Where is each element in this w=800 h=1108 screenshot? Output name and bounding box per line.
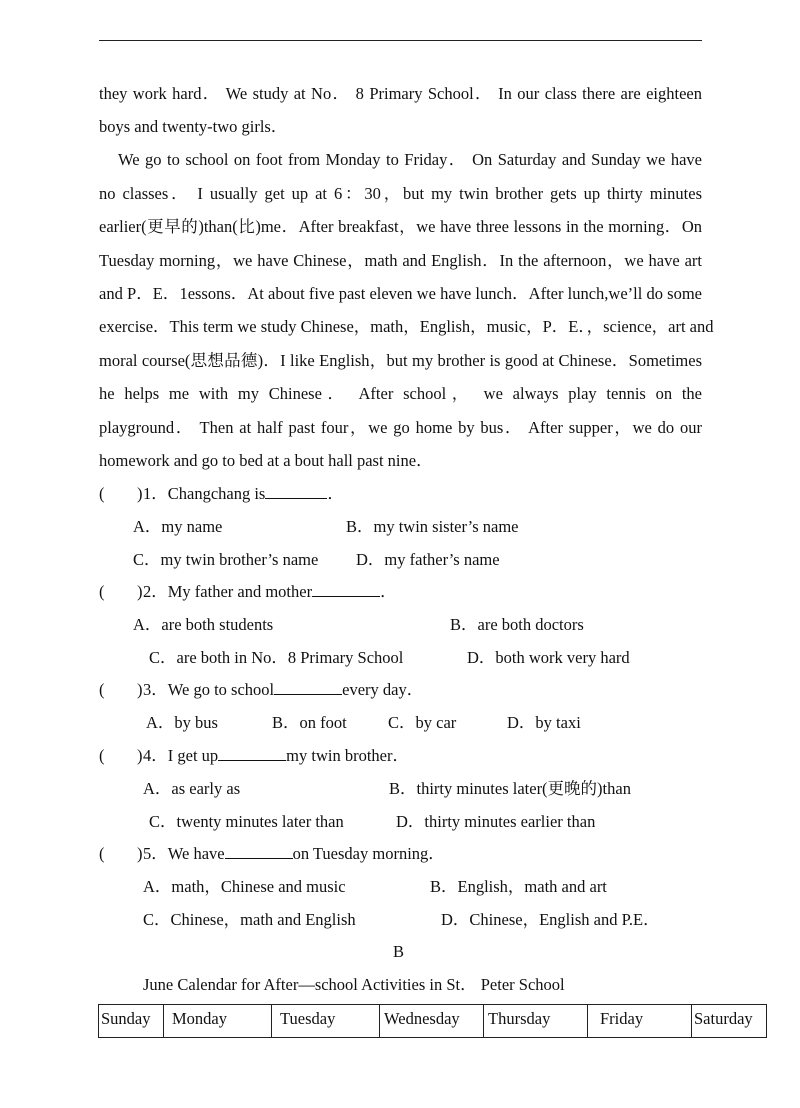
passage-line: exercise．This term we study Chinese，math，English，music，P．E．，science，art and [99,317,714,336]
stem-text: We have [167,844,225,863]
answer-blank [265,484,327,499]
passage-line: homework and go to bed at a bout hall past nine． [99,451,433,470]
question-number: 1． [143,484,168,503]
option-c: C．Chinese，math and English [143,910,356,929]
answer-blank [218,746,286,761]
option-b: B．English，math and art [430,877,607,896]
option-a: A．my name [133,517,223,536]
question-stem [143,679,423,701]
answer-blank [225,844,293,859]
passage-line: they work hard． We study at No． 8 Primary School． In our class there are eighteen [99,84,702,103]
answer-paren-open: ( [99,844,105,863]
question-number: 4． [143,746,168,765]
option-d: D．thirty minutes earlier than [396,812,596,831]
calendar-header-row [99,1005,767,1038]
passage-line: no classes． I usually get up at 6：30，but my twin brother gets up thirty minutes [99,184,702,203]
option-d: D．my father’s name [356,550,500,569]
stem-text: My father and mother [167,582,313,601]
calendar-header-cell: Thursday [484,1005,588,1038]
passage-line: boys and twenty-two girls． [99,117,288,136]
stem-text-after: my twin brother． [286,746,409,765]
option-a: A．math，Chinese and music [143,877,346,896]
passage-line: Tuesday morning，we have Chinese，math and English．In the afternoon，we have art [99,251,702,270]
section-letter: B [393,942,405,961]
calendar-header-cell: Tuesday [272,1005,380,1038]
answer-paren-close: ) [137,746,143,765]
question-number: 5． [143,844,168,863]
option-c: C．twenty minutes later than [149,812,344,831]
option-d: D．Chinese，English and P.E． [441,910,660,929]
passage-line: and P．E．1essons．At about five past eleven we have lunch．After lunch,we’ll do some [99,284,702,303]
question-stem [143,843,445,865]
stem-text-after: ． [380,582,397,601]
passage-line: playground． Then at half past four，we go home by bus． After supper，we do our [99,418,702,437]
question-stem [143,581,397,603]
stem-text: We go to school [167,680,275,699]
option-d: D．by taxi [507,713,581,732]
passage-line: earlier(更早的)than(比)me．After breakfast，we have three lessons in the morning．On [99,217,702,236]
option-b: B．my twin sister’s name [346,517,519,536]
option-b: B．on foot [272,713,347,732]
calendar-header-cell: Saturday [692,1005,767,1038]
answer-paren-close: ) [137,582,143,601]
calendar-table [98,1004,767,1038]
question-stem [143,483,344,505]
stem-text: Changchang is [167,484,266,503]
option-d: D．both work very hard [467,648,630,667]
answer-blank [274,680,342,695]
answer-paren-open: ( [99,582,105,601]
calendar-header-cell: Monday [164,1005,272,1038]
calendar-header-cell: Friday [588,1005,692,1038]
option-c: C．my twin brother’s name [133,550,319,569]
answer-paren-close: ) [137,844,143,863]
answer-paren-close: ) [137,680,143,699]
question-stem [143,745,409,767]
calendar-header-cell: Wednesday [380,1005,484,1038]
answer-paren-close: ) [137,484,143,503]
stem-text: I get up [167,746,219,765]
question-number: 3． [143,680,168,699]
option-b: B．thirty minutes later(更晚的)than [389,779,631,798]
header-rule [99,40,702,41]
section-title: June Calendar for After—school Activities in St． Peter School [143,975,565,994]
question-number: 2． [143,582,168,601]
passage-line: We go to school on foot from Monday to Friday． On Saturday and Sunday we have [118,150,702,169]
option-c: C．are both in No．8 Primary School [149,648,404,667]
option-a: A．are both students [133,615,274,634]
option-a: A．by bus [146,713,218,732]
calendar-header-cell: Sunday [99,1005,164,1038]
answer-paren-open: ( [99,680,105,699]
option-c: C．by car [388,713,457,732]
passage-line: he helps me with my Chinese． After school， we always play tennis on the [99,384,702,403]
stem-text-after: on Tuesday morning． [292,844,445,863]
option-b: B．are both doctors [450,615,584,634]
passage-line: moral course(思想品德)．I like English，but my brother is good at Chinese．Sometimes [99,351,702,370]
stem-text-after: ． [327,484,344,503]
answer-paren-open: ( [99,484,105,503]
answer-blank [312,582,380,597]
answer-paren-open: ( [99,746,105,765]
option-a: A．as early as [143,779,241,798]
stem-text-after: every day． [342,680,424,699]
